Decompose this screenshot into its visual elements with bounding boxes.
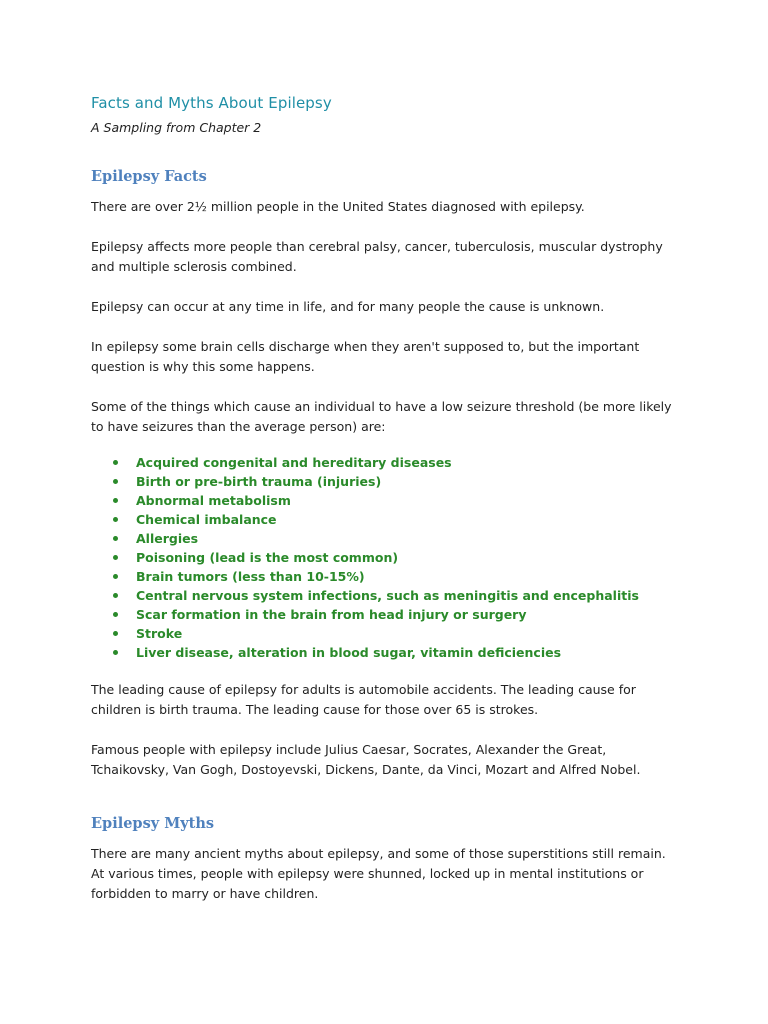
bullet-icon (113, 612, 118, 617)
list-item (91, 529, 676, 548)
list-item (91, 586, 676, 605)
list-item (91, 567, 676, 586)
bullet-icon (113, 536, 118, 541)
list-item (91, 548, 676, 567)
bullet-icon (113, 631, 118, 636)
bullet-icon (113, 593, 118, 598)
list-item (91, 472, 676, 491)
list-item-text: Abnormal metabolism (136, 493, 291, 508)
list-item-text: Stroke (136, 626, 183, 641)
facts-paragraph-3: Epilepsy can occur at any time in life, and for many people the cause is unknown. (91, 299, 605, 314)
list-item (91, 491, 676, 510)
facts-paragraph-4: In epilepsy some brain cells discharge when they aren't supposed to, but the important question is why this some happens. (91, 339, 640, 374)
document-subtitle: A Sampling from Chapter 2 (91, 120, 262, 135)
bullet-icon (113, 498, 118, 503)
facts-heading: Epilepsy Facts (91, 168, 207, 185)
myths-heading: Epilepsy Myths (91, 815, 215, 832)
list-item (91, 453, 676, 472)
facts-closing-paragraph-2: Famous people with epilepsy include Julius Caesar, Socrates, Alexander the Great, Tchaikovsky, Van Gogh, Dostoyevski, Dickens, Dante, da Vinci, Mozart and Alfred Nobel. (91, 742, 641, 777)
list-item-text: Chemical imbalance (136, 512, 277, 527)
list-item-text: Birth or pre-birth trauma (injuries) (136, 474, 382, 489)
bullet-icon (113, 574, 118, 579)
list-item-text: Liver disease, alteration in blood sugar, vitamin deficiencies (136, 645, 562, 660)
bullet-icon (113, 555, 118, 560)
document-page (91, 92, 676, 904)
list-item (91, 510, 676, 529)
bullet-icon (113, 517, 118, 522)
myths-paragraph-1: There are many ancient myths about epilepsy, and some of those superstitions still remain. At various times, people with epilepsy were shunned, locked up in mental institutions or forbidden to marry or have children. (91, 846, 666, 901)
bullet-icon (113, 479, 118, 484)
document-title: Facts and Myths About Epilepsy (91, 94, 332, 112)
bullet-icon (113, 460, 118, 465)
seizure-threshold-causes-list (91, 453, 676, 662)
facts-paragraph-2: Epilepsy affects more people than cerebral palsy, cancer, tuberculosis, muscular dystrophy and multiple sclerosis combined. (91, 239, 663, 274)
list-item-text: Poisoning (lead is the most common) (136, 550, 399, 565)
facts-paragraph-1: There are over 2½ million people in the United States diagnosed with epilepsy. (91, 199, 585, 214)
list-item (91, 643, 676, 662)
bullet-icon (113, 650, 118, 655)
list-item-text: Brain tumors (less than 10-15%) (136, 569, 365, 584)
facts-closing-paragraph-1: The leading cause of epilepsy for adults is automobile accidents. The leading cause for children is birth trauma. The leading cause for those over 65 is strokes. (91, 682, 636, 717)
list-item (91, 605, 676, 624)
facts-paragraph-5: Some of the things which cause an individual to have a low seizure threshold (be more likely to have seizures than the average person) are: (91, 399, 672, 434)
list-item-text: Allergies (136, 531, 199, 546)
list-item-text: Scar formation in the brain from head injury or surgery (136, 607, 527, 622)
list-item-text: Acquired congenital and hereditary diseases (136, 455, 452, 470)
list-item (91, 624, 676, 643)
list-item-text: Central nervous system infections, such as meningitis and encephalitis (136, 588, 639, 603)
